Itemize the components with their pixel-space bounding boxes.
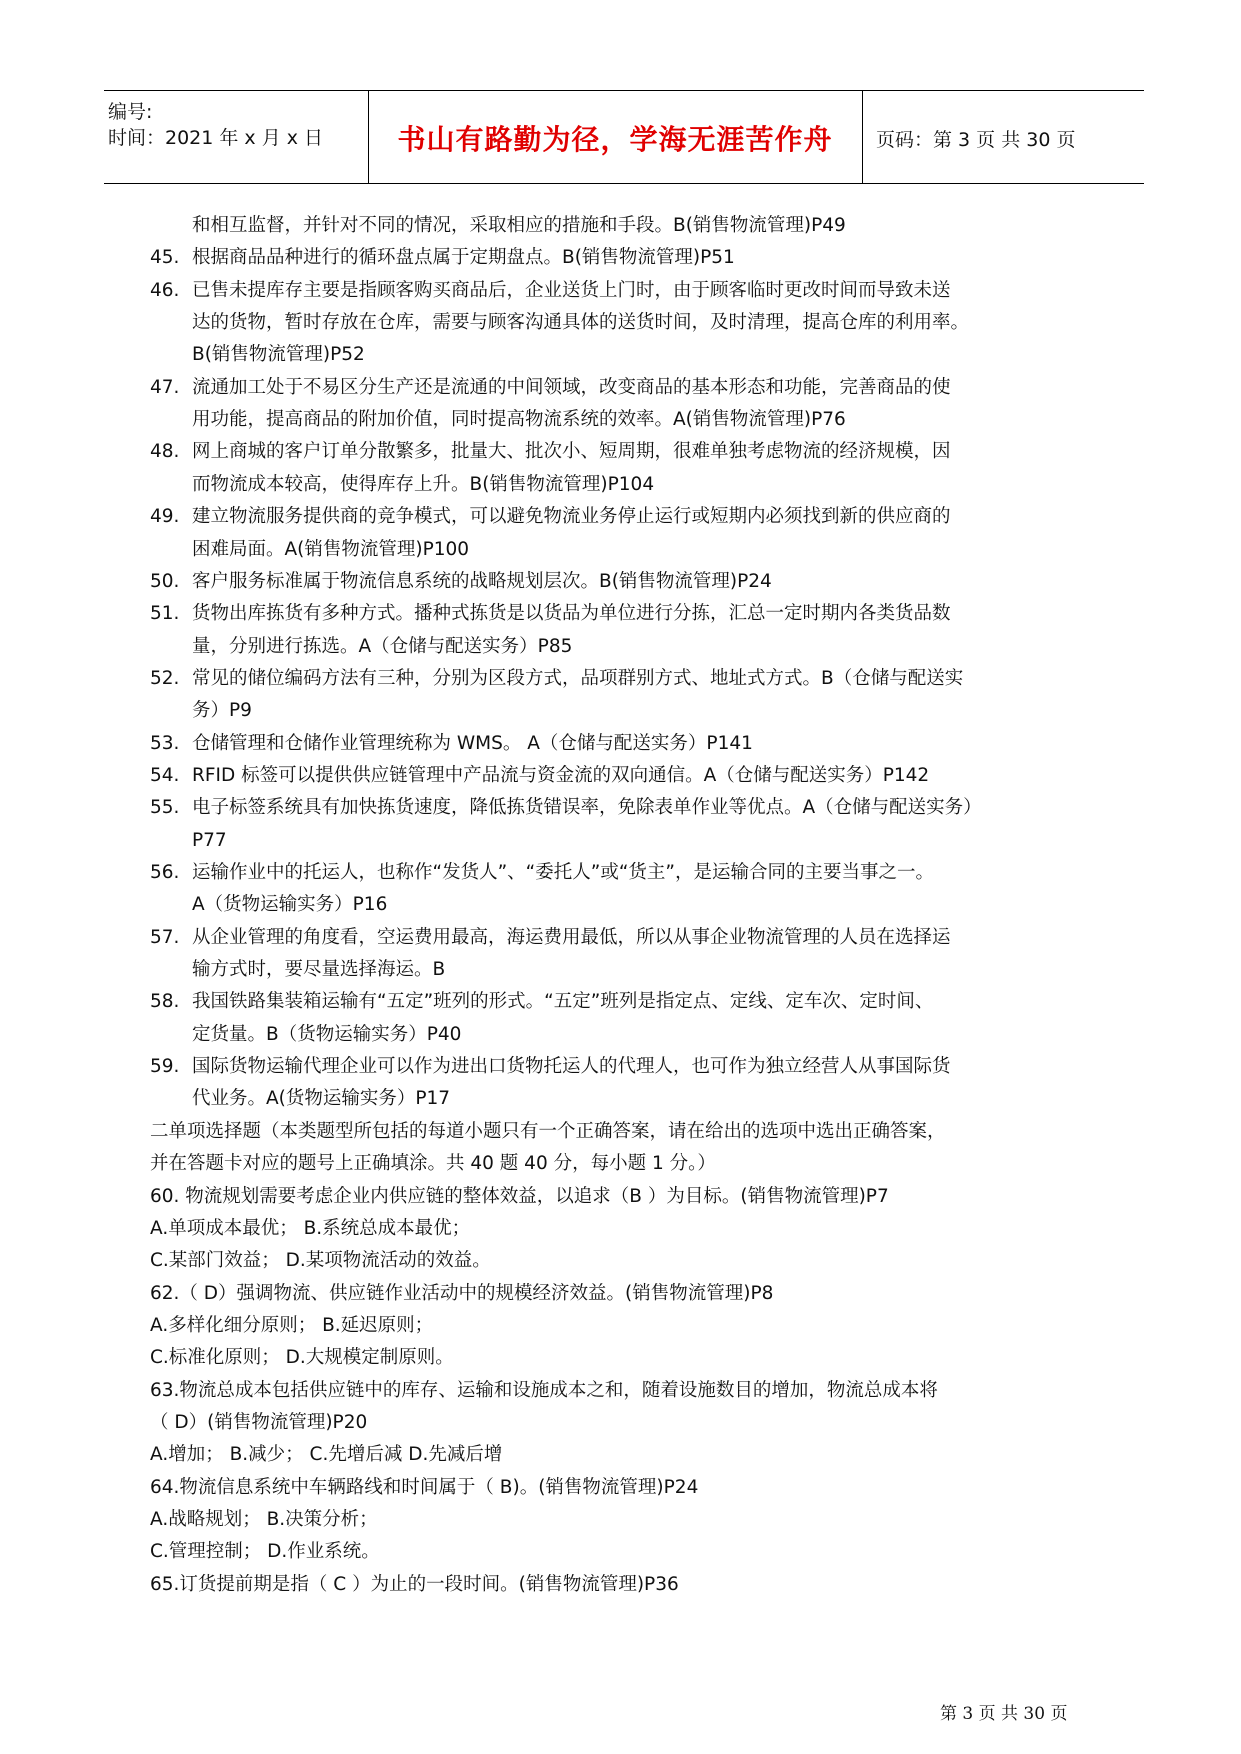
question-line xyxy=(150,663,963,695)
line-text: 流通加工处于不易区分生产还是流通的中间领域，改变商品的基本形态和功能，完善商品的使 xyxy=(192,376,951,398)
continuation-line xyxy=(192,631,572,663)
line-text: A（货物运输实务）P16 xyxy=(192,894,388,916)
line-text: A.增加； B.减少； C.先增后减 D.先减后增 xyxy=(150,1444,503,1466)
line-text: 仓储管理和仓储作业管理统称为 WMS。 A（仓储与配送实务）P141 xyxy=(192,732,753,754)
line-text: C.管理控制； D.作业系统。 xyxy=(150,1541,380,1563)
question-line xyxy=(150,1051,951,1083)
line-text: 网上商城的客户订单分散繁多，批量大、批次小、短周期，很难单独考虑物流的经济规模，因 xyxy=(192,441,951,463)
line-text: 我国铁路集装箱运输有“五定”班列的形式。“五定”班列是指定点、定线、定车次、定时间、 xyxy=(192,991,934,1013)
line-text: 用功能，提高商品的附加价值，同时提高物流系统的效率。A(销售物流管理)P76 xyxy=(192,409,846,431)
continuation-line xyxy=(192,404,846,436)
question-number: 47. xyxy=(150,376,180,398)
continuation-line xyxy=(192,339,365,371)
line-text: 常见的储位编码方法有三种，分别为区段方式，品项群别方式、地址式方式。B（仓储与配送实 xyxy=(192,667,964,689)
line-text: 困难局面。A(销售物流管理)P100 xyxy=(192,538,470,560)
header-meta-cell xyxy=(104,91,369,183)
line-text: 而物流成本较高，使得库存上升。B(销售物流管理)P104 xyxy=(192,473,655,495)
text-line xyxy=(150,1569,679,1601)
line-text: 二单项选择题（本类题型所包括的每道小题只有一个正确答案，请在给出的选项中选出正确答案， xyxy=(150,1120,946,1142)
line-text: 客户服务标准属于物流信息系统的战略规划层次。B(销售物流管理)P24 xyxy=(192,570,772,592)
text-line xyxy=(150,1536,380,1568)
line-text: 和相互监督，并针对不同的情况，采取相应的措施和手段。B(销售物流管理)P49 xyxy=(192,215,846,236)
line-text: 定货量。B（货物运输实务）P40 xyxy=(192,1023,462,1045)
question-number: 45. xyxy=(150,247,180,269)
text-line xyxy=(150,1245,491,1277)
question-number: 55. xyxy=(150,797,180,819)
text-line xyxy=(150,1375,938,1407)
text-line xyxy=(150,1310,433,1342)
question-line xyxy=(150,372,951,404)
continuation-line xyxy=(192,1083,450,1115)
question-line xyxy=(150,728,753,760)
text-line xyxy=(150,1342,454,1374)
line-text: B(销售物流管理)P52 xyxy=(192,344,365,366)
line-text: 运输作业中的托运人，也称作“发货人”、“委托人”或“货主”，是运输合同的主要当事之一。 xyxy=(192,862,935,883)
continuation-line xyxy=(192,469,654,501)
question-number: 57. xyxy=(150,926,180,948)
line-text: 货物出库拣货有多种方式。播种式拣货是以货品为单位进行分拣，汇总一定时期内各类货品数 xyxy=(192,603,951,625)
line-text: A.战略规划； B.决策分析； xyxy=(150,1509,378,1530)
question-line xyxy=(150,922,951,954)
line-text: C.标准化原则； D.大规模定制原则。 xyxy=(150,1347,454,1369)
text-line xyxy=(150,1181,889,1213)
line-text: 从企业管理的角度看，空运费用最高，海运费用最低，所以从事企业物流管理的人员在选择运 xyxy=(192,926,951,948)
continuation-line xyxy=(192,695,252,727)
question-number: 49. xyxy=(150,506,180,528)
line-text: 60. 物流规划需要考虑企业内供应链的整体效益，以追求（B ）为目标。(销售物流管理)P7 xyxy=(150,1185,889,1207)
line-text: RFID 标签可以提供供应链管理中产品流与资金流的双向通信。A（仓储与配送实务）P142 xyxy=(192,764,930,786)
question-number: 59. xyxy=(150,1056,180,1078)
line-text: （ D）(销售物流管理)P20 xyxy=(150,1411,368,1433)
header-motto-cell xyxy=(368,91,863,183)
question-number: 52. xyxy=(150,667,180,689)
line-text: 64.物流信息系统中车辆路线和时间属于（ B)。(销售物流管理)P24 xyxy=(150,1476,699,1498)
text-line xyxy=(150,1407,367,1439)
text-line xyxy=(150,1504,378,1536)
text-line xyxy=(150,1439,502,1471)
line-text: A.多样化细分原则； B.延迟原则； xyxy=(150,1314,434,1336)
line-text: 并在答题卡对应的题号上正确填涂。共 40 题 40 分，每小题 1 分。） xyxy=(150,1153,716,1175)
line-text: P77 xyxy=(192,829,227,851)
text-line xyxy=(150,1213,470,1245)
question-line xyxy=(150,792,982,824)
question-number: 46. xyxy=(150,279,180,301)
line-text: C.某部门效益； D.某项物流活动的效益。 xyxy=(150,1250,491,1272)
question-line xyxy=(150,566,772,598)
document-code-label: 编号: xyxy=(108,101,153,123)
text-line xyxy=(150,1148,716,1180)
question-line xyxy=(150,857,934,889)
line-text: 已售未提库存主要是指顾客购买商品后，企业送货上门时，由于顾客临时更改时间而导致未送 xyxy=(192,279,951,301)
question-number: 48. xyxy=(150,441,180,463)
text-line xyxy=(150,1116,946,1148)
header-page-cell xyxy=(862,91,1144,183)
question-number: 56. xyxy=(150,862,180,883)
question-line xyxy=(150,436,951,468)
page-header xyxy=(104,90,1144,184)
question-number: 51. xyxy=(150,603,180,625)
line-text: 根据商品品种进行的循环盘点属于定期盘点。B(销售物流管理)P51 xyxy=(192,247,735,269)
continuation-line xyxy=(192,210,846,242)
question-line xyxy=(150,501,951,533)
question-line xyxy=(150,986,933,1018)
line-text: A.单项成本最优； B.系统总成本最优； xyxy=(150,1217,471,1239)
question-line xyxy=(150,598,951,630)
question-number: 58. xyxy=(150,991,180,1013)
line-text: 建立物流服务提供商的竞争模式，可以避免物流业务停止运行或短期内必须找到新的供应商的 xyxy=(192,506,951,528)
line-text: 代业务。A(货物运输实务）P17 xyxy=(192,1088,451,1110)
header-motto: 书山有路勤为径，学海无涯苦作舟 xyxy=(397,123,833,156)
question-line xyxy=(150,275,951,307)
header-page-info: 页码：第 3 页 共 30 页 xyxy=(876,129,1076,151)
line-text: 输方式时，要尽量选择海运。B xyxy=(192,959,446,981)
line-text: 65.订货提前期是指（ C ）为止的一段时间。(销售物流管理)P36 xyxy=(150,1573,679,1595)
line-text: 国际货物运输代理企业可以作为进出口货物托运人的代理人，也可作为独立经营人从事国际货 xyxy=(192,1056,951,1078)
continuation-line xyxy=(192,825,227,857)
continuation-line xyxy=(192,1019,461,1051)
question-line xyxy=(150,242,735,274)
text-line xyxy=(150,1472,698,1504)
line-text: 62.（ D）强调物流、供应链作业活动中的规模经济效益。(销售物流管理)P8 xyxy=(150,1282,774,1304)
line-text: 电子标签系统具有加快拣货速度，降低拣货错误率，免除表单作业等优点。A（仓储与配送实务） xyxy=(192,797,982,819)
line-text: 量，分别进行拣选。A（仓储与配送实务）P85 xyxy=(192,635,573,657)
line-text: 63.物流总成本包括供应链中的库存、运输和设施成本之和，随着设施数目的增加，物流总成本将 xyxy=(150,1379,938,1401)
line-text: 务）P9 xyxy=(192,700,252,722)
question-line xyxy=(150,760,929,792)
question-number: 54. xyxy=(150,764,180,786)
text-line xyxy=(150,1278,773,1310)
continuation-line xyxy=(192,954,445,986)
line-text: 达的货物，暂时存放在仓库，需要与顾客沟通具体的送货时间，及时清理，提高仓库的利用率。 xyxy=(192,312,970,334)
page-footer: 第 3 页 共 30 页 xyxy=(940,1704,1068,1724)
continuation-line xyxy=(192,307,969,339)
question-number: 53. xyxy=(150,732,180,754)
continuation-line xyxy=(192,534,469,566)
continuation-line xyxy=(192,889,387,921)
document-time-label: 时间：2021 年 x 月 x 日 xyxy=(108,127,324,149)
question-number: 50. xyxy=(150,570,180,592)
